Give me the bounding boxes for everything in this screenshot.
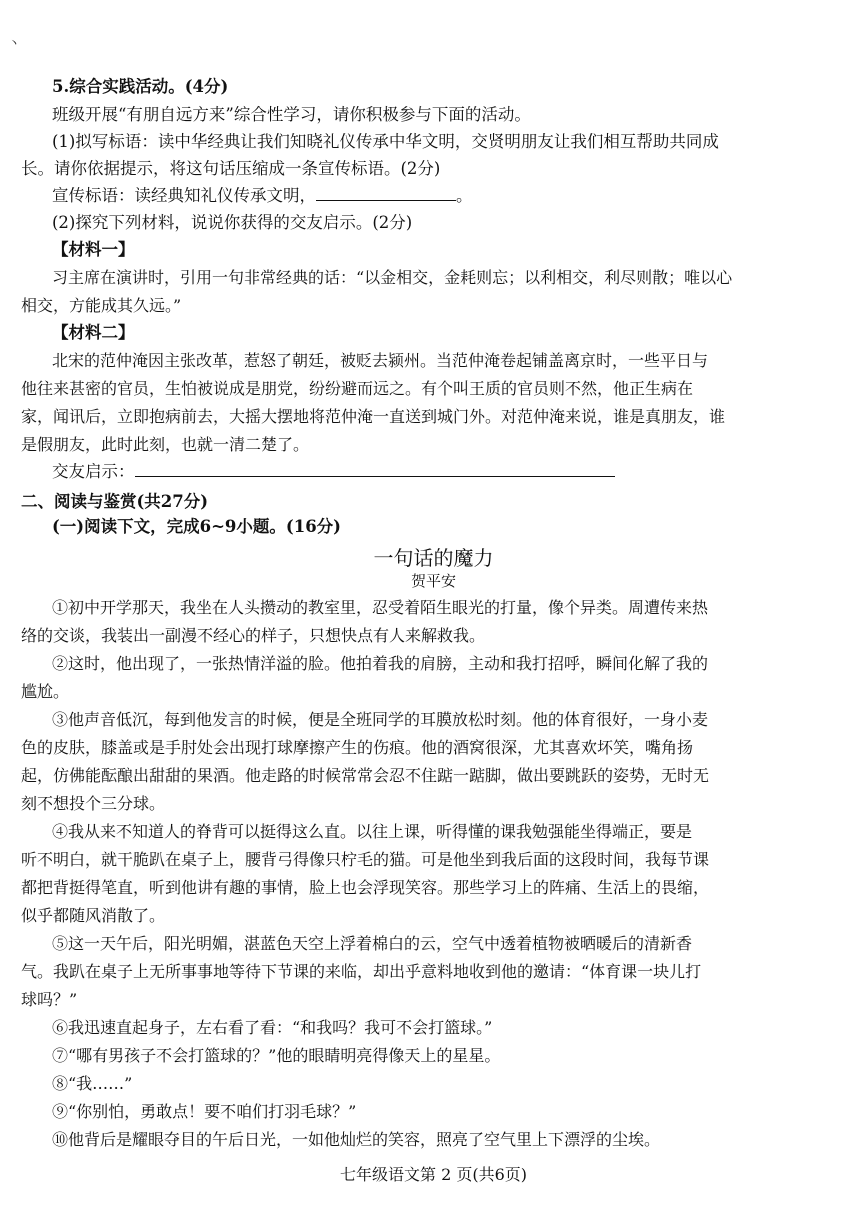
material2-label: 【材料二】 — [52, 323, 135, 342]
article-author: 贺平安 — [410, 572, 456, 590]
answer-blank[interactable] — [135, 461, 615, 477]
answer-label: 交友启示： — [52, 462, 135, 481]
q5-intro: 班级开展“有朋自远方来”综合性学习，请你积极参与下面的活动。 — [52, 105, 531, 124]
section-2-title: 二、阅读与鉴赏(共27分) — [21, 492, 209, 511]
article-line: 听不明白，就干脆趴在桌子上，腰背弓得像只柠毛的猫。可是他坐到我后面的这段时间，我每节课 — [21, 850, 710, 869]
article-line: ⑩他背后是耀眼夺目的午后日光，一如他灿烂的笑容，照亮了空气里上下漂浮的尘埃。 — [52, 1130, 661, 1149]
article-line: ⑥我迅速直起身子，左右看了看：“和我吗？我可不会打篮球。” — [52, 1018, 493, 1037]
article-line: 似乎都随风消散了。 — [21, 906, 166, 925]
slogan-answer-blank[interactable] — [316, 185, 456, 201]
article-line: 尴尬。 — [21, 682, 70, 701]
article-line: ⑤这一天午后，阳光明媚，湛蓝色天空上浮着棉白的云，空气中透着植物被晒暖后的清新香 — [52, 934, 693, 953]
slogan-suffix: 。 — [456, 186, 473, 205]
material1-line2: 相交，方能成其久远。” — [21, 296, 182, 315]
q5-part1-line2: 长。请你依据提示，将这句话压缩成一条宣传标语。(2分) — [21, 159, 441, 178]
q5-part1-line1: (1)拟写标语：读中华经典让我们知晓礼仪传承中华文明，交贤明朋友让我们相互帮助共同成 — [52, 132, 719, 151]
article-line: 起，仿佛能酝酿出甜甜的果酒。他走路的时候常常会忍不住踮一踮脚，做出要跳跃的姿势，无时无 — [21, 766, 710, 785]
article-line: 都把背挺得笔直，听到他讲有趣的事情，脸上也会浮现笑容。那些学习上的阵痛、生活上的畏缩， — [21, 878, 710, 897]
slogan-line — [52, 185, 473, 207]
article-title: 一句话的魔力 — [373, 546, 494, 570]
article-line: ⑦“哪有男孩子不会打篮球的？”他的眼睛明亮得像天上的星星。 — [52, 1046, 501, 1065]
answer-line — [52, 461, 615, 483]
article-line: ⑧“我……” — [52, 1074, 133, 1093]
material2-line2: 他往来甚密的官员，生怕被说成是朋党，纷纷避而远之。有个叫王质的官员则不然，他正生病在 — [21, 379, 694, 398]
material2-line4: 是假朋友，此时此刻，也就一清二楚了。 — [21, 435, 310, 454]
article-line: ③他声音低沉，每到他发言的时候，便是全班同学的耳膜放松时刻。他的体育很好，一身小麦 — [52, 710, 709, 729]
scan-mark: 丶 — [8, 36, 21, 50]
material1-label: 【材料一】 — [52, 240, 135, 259]
material1-line1: 习主席在演讲时，引用一句非常经典的话：“以金相交，金耗则忘；以利相交，利尽则散；唯以心 — [52, 268, 733, 287]
q5-title: 5.综合实践活动。(4分) — [52, 77, 229, 96]
material2-line1: 北宋的范仲淹因主张改革，惹怒了朝廷，被贬去颍州。当范仲淹卷起铺盖离京时，一些平日与 — [52, 351, 709, 370]
article-line: ⑨“你别怕，勇敢点！要不咱们打羽毛球？” — [52, 1102, 357, 1121]
article-line: 气。我趴在桌子上无所事事地等待下节课的来临，却出乎意料地收到他的邀请：“体育课一块儿打 — [21, 962, 702, 981]
page-footer: 七年级语文第 2 页(共6页) — [339, 1165, 528, 1184]
article-line: ④我从来不知道人的脊背可以挺得这么直。以往上课，听得懂的课我勉强能坐得端正，要是 — [52, 822, 693, 841]
q5-part2: (2)探究下列材料，说说你获得的交友启示。(2分) — [52, 213, 413, 232]
slogan-prefix: 宣传标语：读经典知礼仪传承文明， — [52, 186, 316, 205]
section-2-sub: (一)阅读下文，完成6~9小题。(16分) — [52, 517, 341, 536]
material2-line3: 家，闻讯后，立即抱病前去，大摇大摆地将范仲淹一直送到城门外。对范仲淹来说，谁是真朋友，谁 — [21, 407, 726, 426]
article-line: ②这时，他出现了，一张热情洋溢的脸。他拍着我的肩膀，主动和我打招呼，瞬间化解了我的 — [52, 654, 709, 673]
article-line: 络的交谈，我装出一副漫不经心的样子，只想快点有人来解救我。 — [21, 626, 486, 645]
article-line: 刻不想投个三分球。 — [21, 794, 166, 813]
article-line: 球吗？” — [21, 990, 78, 1009]
article-line: 色的皮肤，膝盖或是手肘处会出现打球摩擦产生的伤痕。他的酒窝很深，尤其喜欢坏笑，嘴角扬 — [21, 738, 694, 757]
article-line: ①初中开学那天，我坐在人头攒动的教室里，忍受着陌生眼光的打量，像个异类。周遭传来热 — [52, 598, 709, 617]
